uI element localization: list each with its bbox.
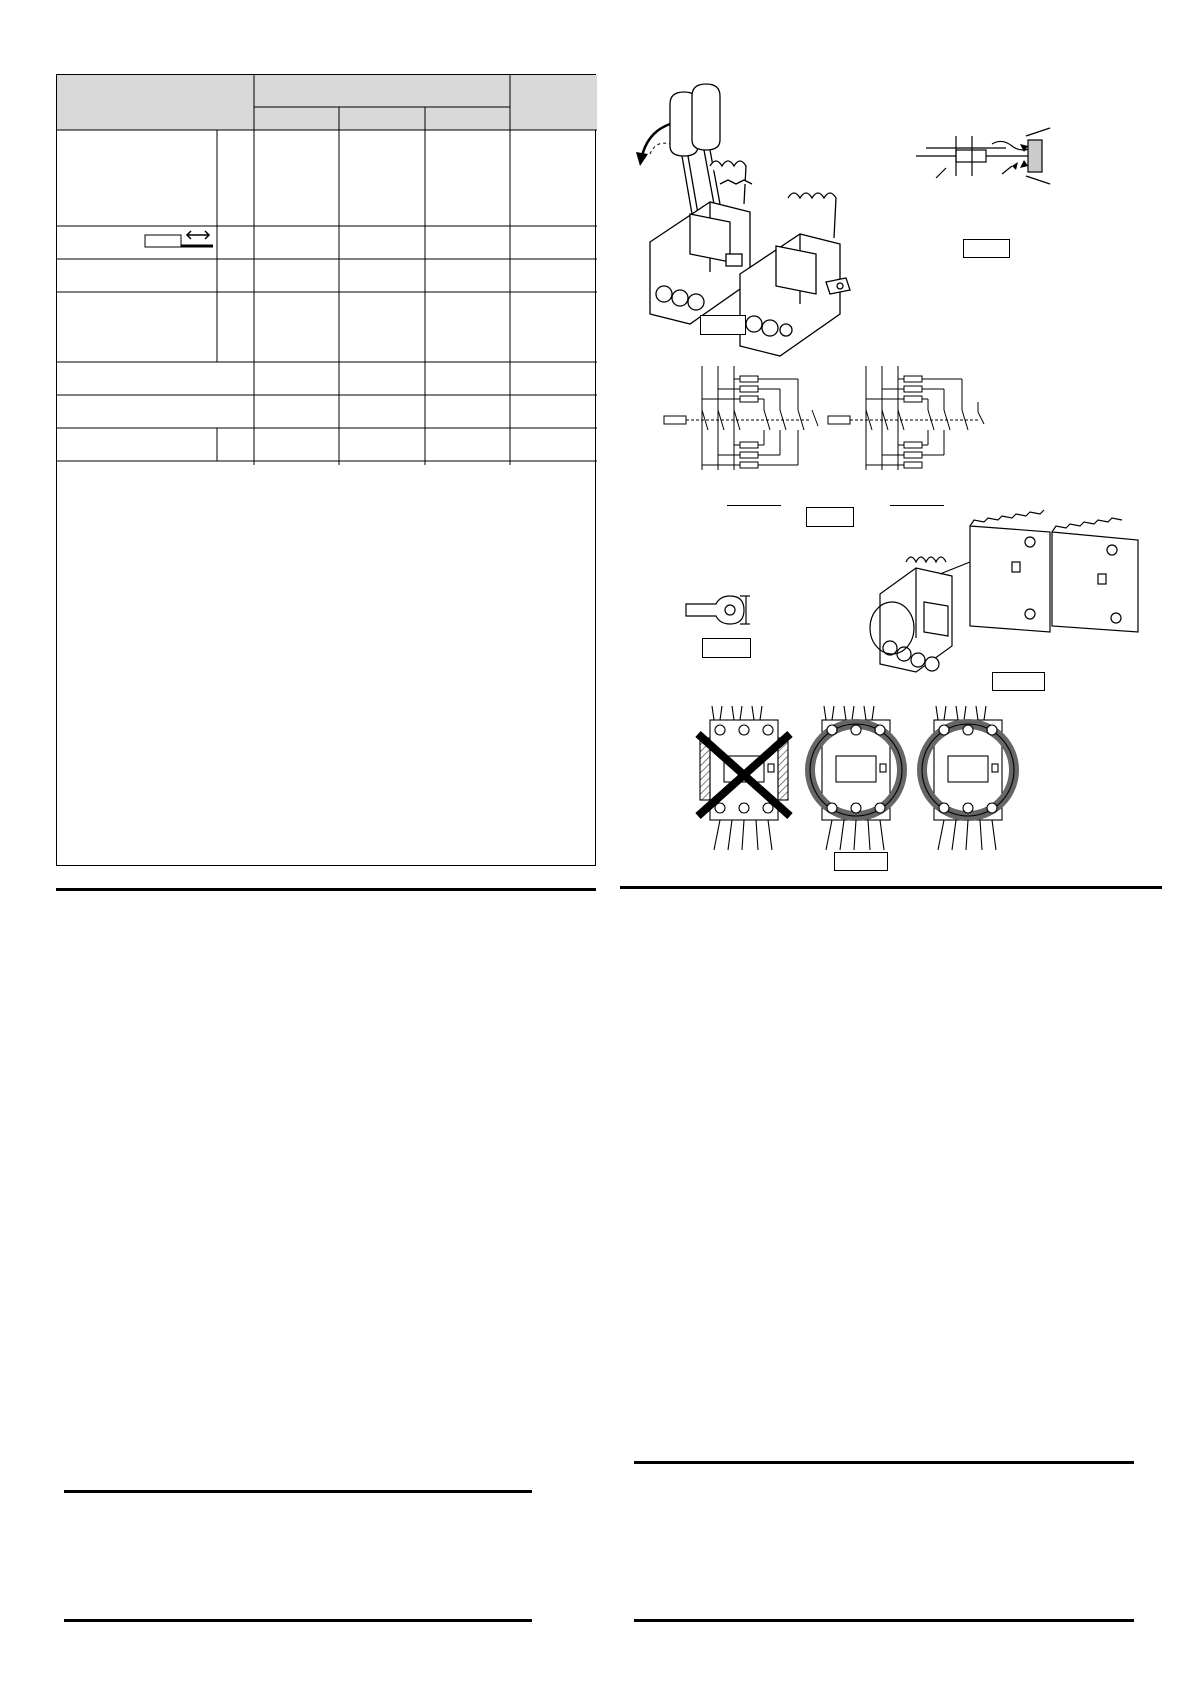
schematic-underline-left [727, 505, 781, 506]
figure-terminal-detail [916, 126, 1056, 186]
figure-4-label [702, 638, 751, 658]
figure-ring-terminal [684, 594, 750, 626]
box-rule-right-top [634, 1461, 1134, 1464]
variant-correct-a [810, 706, 902, 850]
spec-table [56, 74, 596, 866]
figure-contactor-assembly [630, 74, 870, 336]
figure-installation-variants [698, 704, 1018, 854]
box-rule-left-bottom [64, 1619, 532, 1622]
installation-variants-drawing [698, 704, 1018, 854]
double-arrow-icon [145, 231, 213, 247]
wiring-schematics-drawing [660, 366, 990, 474]
ring-terminal-drawing [684, 594, 750, 626]
section-divider-left [56, 888, 596, 891]
spec-table-grid [57, 75, 597, 867]
figure-5-label [992, 672, 1045, 691]
box-rule-left-top [64, 1490, 532, 1493]
variant-incorrect [698, 706, 790, 850]
figure-wiring-schematics [660, 366, 990, 474]
schematic-underline-right [890, 505, 944, 506]
contactor-assembly-drawing [630, 74, 870, 336]
terminal-detail-drawing [916, 126, 1056, 186]
figure-6-label [834, 852, 888, 871]
auxiliary-modules-drawing [862, 522, 1150, 680]
figure-auxiliary-modules [862, 522, 1150, 680]
section-divider-right [620, 886, 1162, 889]
variant-correct-b [922, 706, 1014, 850]
figure-3-label [806, 507, 854, 527]
figure-1-label [700, 315, 746, 335]
figure-2-label [963, 239, 1010, 258]
box-rule-right-bottom [634, 1619, 1134, 1622]
